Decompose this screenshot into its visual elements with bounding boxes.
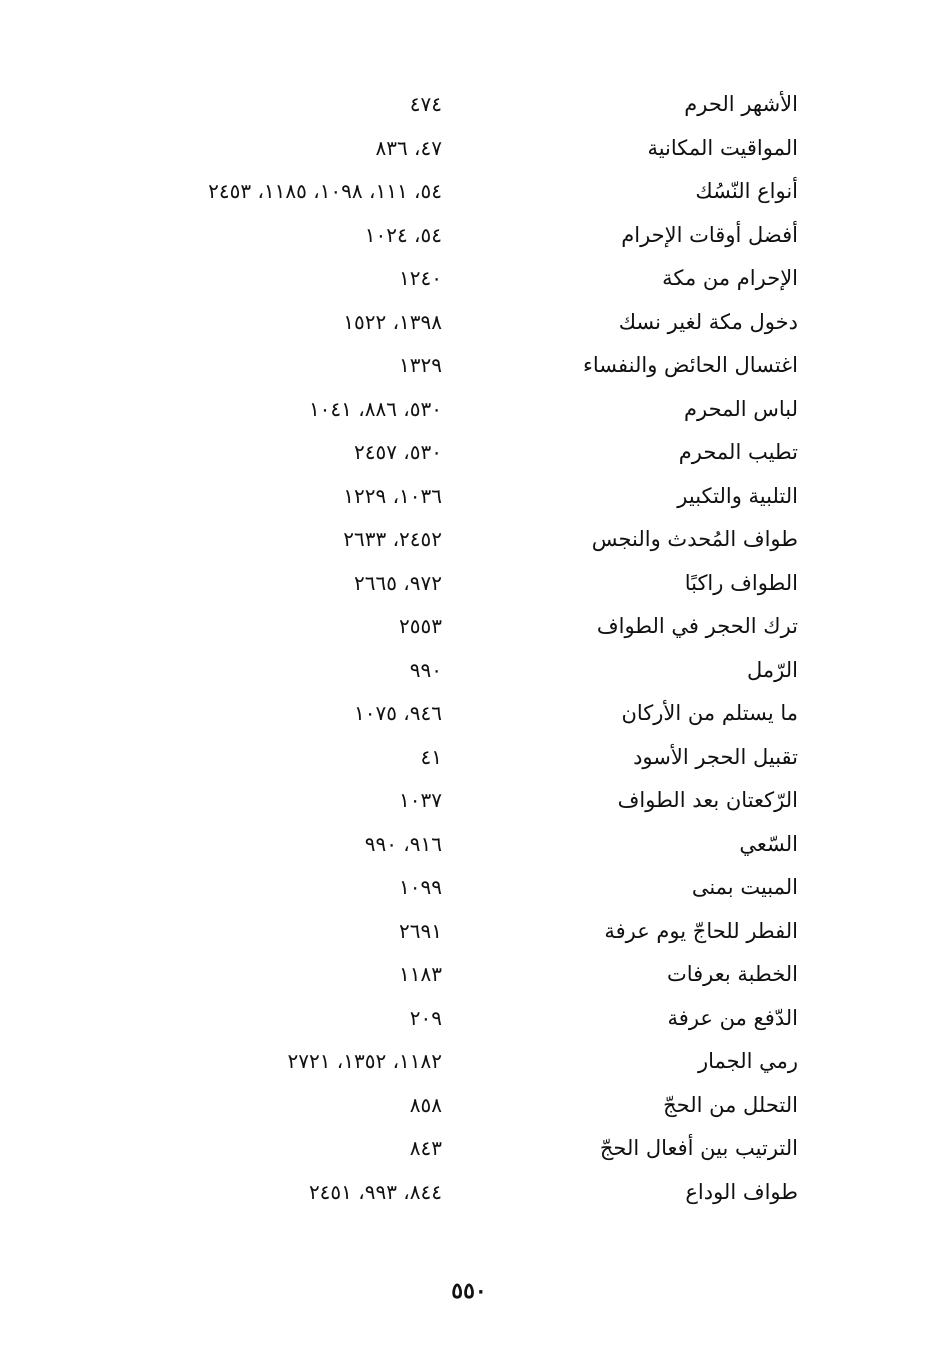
index-term: الترتيب بين أفعال الحجّ [599, 1136, 798, 1160]
index-entry [0, 735, 938, 779]
index-refs: ١٣٢٩ [399, 353, 442, 377]
index-refs: ٤٧، ٨٣٦ [375, 135, 442, 160]
index-refs: ٢٠٩ [409, 1005, 442, 1030]
index-refs: ٥٣٠، ٢٤٥٧ [353, 440, 442, 464]
page-number: ٥٥٠ [451, 1278, 487, 1304]
index-refs: ١٠٩٩ [399, 875, 442, 899]
index-entry [0, 604, 938, 648]
index-term: المواقيت المكانية [647, 135, 798, 160]
index-entry [0, 1126, 938, 1170]
index-entry [0, 909, 938, 953]
index-term: لباس المحرم [684, 396, 798, 421]
index-refs: ٥٣٠، ٨٨٦، ١٠٤١ [308, 396, 442, 421]
index-term: اغتسال الحائض والنفساء [583, 353, 798, 377]
index-entry [0, 169, 938, 213]
index-term: السّعي [739, 831, 798, 856]
index-entry [0, 126, 938, 170]
index-entry [0, 1170, 938, 1214]
index-entry [0, 648, 938, 692]
index-entry [0, 691, 938, 735]
index-list [0, 82, 938, 1213]
index-refs: ٨٥٨ [409, 1092, 442, 1117]
index-entry [0, 300, 938, 344]
index-term: الدّفع من عرفة [667, 1005, 798, 1030]
index-entry [0, 822, 938, 866]
index-term: ترك الحجر في الطواف [596, 614, 798, 638]
index-refs: ١٣٩٨، ١٥٢٢ [343, 309, 442, 334]
index-term: تقبيل الحجر الأسود [633, 744, 798, 769]
index-refs: ١١٨٢، ١٣٥٢، ٢٧٢١ [287, 1049, 442, 1073]
index-refs: ٢٥٥٣ [399, 614, 442, 638]
index-term: أنواع النّسُك [695, 179, 798, 203]
index-refs: ٩٩٠ [409, 657, 442, 682]
index-refs: ٤٧٤ [409, 92, 442, 116]
index-term: الرّكعتان بعد الطواف [617, 788, 798, 812]
index-entry [0, 996, 938, 1040]
index-refs: ٢٦٩١ [399, 918, 442, 943]
index-refs: ٩٤٦، ١٠٧٥ [353, 701, 442, 725]
index-entry [0, 343, 938, 387]
index-term: رمي الجمار [697, 1049, 798, 1073]
index-refs: ١٠٣٧ [399, 788, 442, 812]
index-entry [0, 256, 938, 300]
index-term: الأشهر الحرم [684, 92, 798, 116]
index-refs: ١١٨٣ [399, 962, 442, 986]
index-refs: ٩٧٢، ٢٦٦٥ [353, 570, 442, 595]
index-term: الرّمل [747, 657, 798, 682]
index-entry [0, 952, 938, 996]
index-term: الفطر للحاجّ يوم عرفة [604, 918, 798, 943]
index-entry [0, 778, 938, 822]
index-entry [0, 474, 938, 518]
index-refs: ٩١٦، ٩٩٠ [364, 831, 442, 856]
index-term: التحلل من الحجّ [663, 1092, 798, 1117]
index-term: الإحرام من مكة [662, 266, 798, 290]
index-refs: ٨٤٣ [409, 1136, 442, 1160]
index-refs: ٥٤، ١٠٢٤ [364, 222, 442, 247]
index-term: التلبية والتكبير [677, 483, 798, 508]
index-term: طواف الوداع [685, 1179, 798, 1204]
index-entry [0, 865, 938, 909]
index-term: الطواف راكبًا [684, 570, 798, 595]
index-refs: ٨٤٤، ٩٩٣، ٢٤٥١ [308, 1179, 442, 1204]
index-term: ما يستلم من الأركان [621, 701, 798, 725]
index-entry [0, 387, 938, 431]
index-refs: ٤١ [420, 744, 442, 769]
index-term: طواف المُحدث والنجس [591, 527, 798, 551]
index-entry [0, 1039, 938, 1083]
index-entry [0, 213, 938, 257]
index-term: الخطبة بعرفات [666, 962, 798, 986]
index-entry [0, 82, 938, 126]
index-refs: ٥٤، ١١١، ١٠٩٨، ١١٨٥، ٢٤٥٣ [208, 179, 442, 203]
index-term: المبيت بمنى [691, 875, 798, 899]
index-refs: ١٢٤٠ [399, 266, 442, 290]
index-entry [0, 517, 938, 561]
index-entry [0, 1083, 938, 1127]
index-entry [0, 561, 938, 605]
index-term: أفضل أوقات الإحرام [621, 222, 798, 247]
index-refs: ٢٤٥٢، ٢٦٣٣ [343, 527, 442, 551]
index-term: دخول مكة لغير نسك [618, 309, 798, 334]
index-term: تطيب المحرم [678, 440, 798, 464]
index-entry [0, 430, 938, 474]
index-refs: ١٠٣٦، ١٢٢٩ [343, 483, 442, 508]
